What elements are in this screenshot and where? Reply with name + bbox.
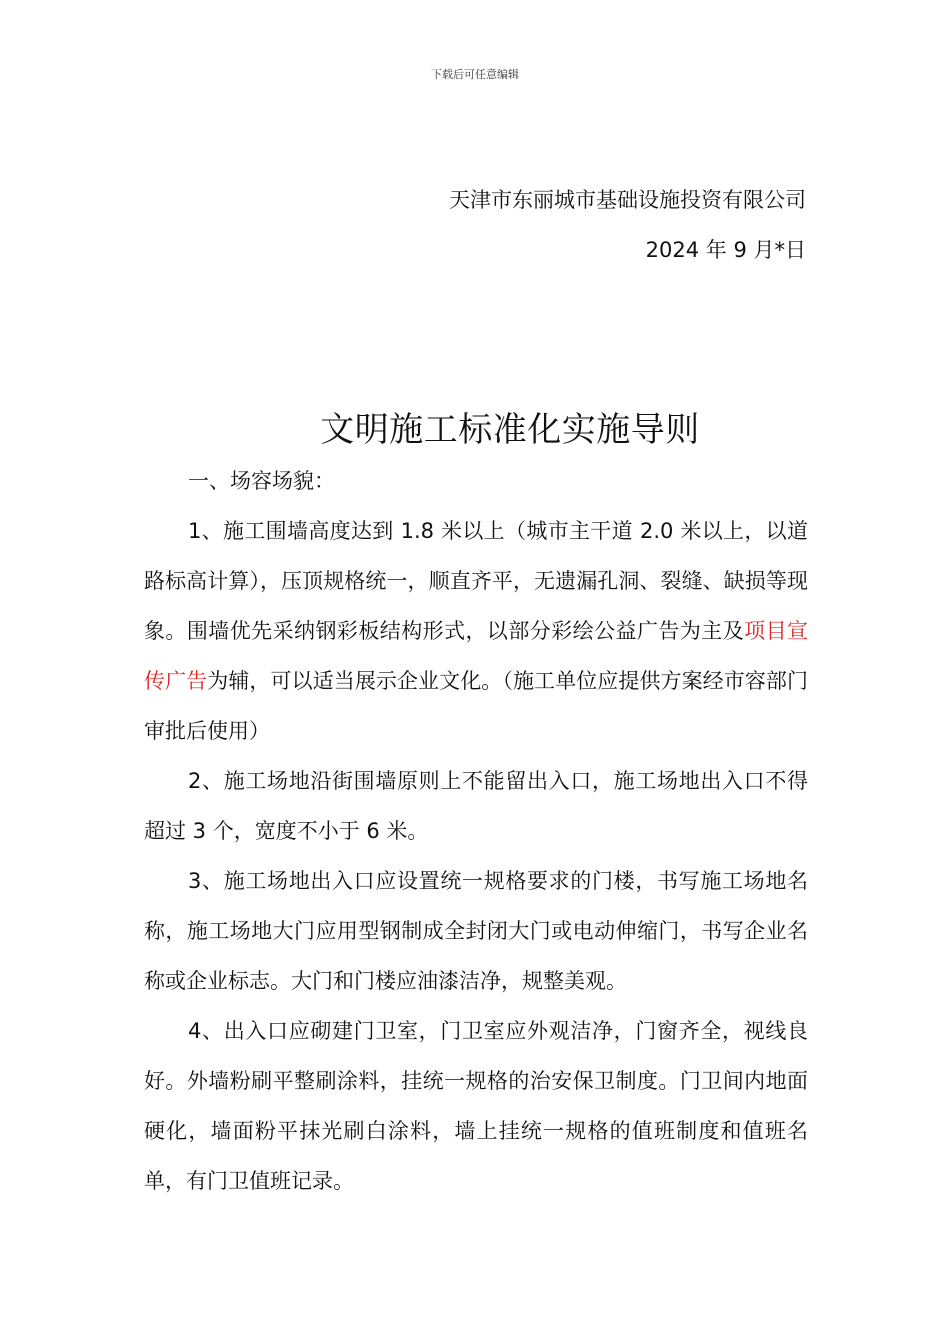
header-note: 下载后可任意编辑	[431, 68, 519, 81]
issuer-org-name: 天津市东丽城市基础设施投资有限公司	[449, 188, 806, 212]
paragraph-item-4: 4、出入口应砌建门卫室，门卫室应外观洁净，门窗齐全，视线良好。外墙粉刷平整刷涂料，挂统一规格的治安保卫制度。门卫间内地面硬化，墙面粉平抹光刷白涂料，墙上挂统一规格的值班制度和值班名单，有门卫值班记录。	[144, 1019, 808, 1193]
paragraph-item-2: 2、施工场地沿街围墙原则上不能留出入口，施工场地出入口不得超过 3 个，宽度不小于 6 米。	[144, 769, 808, 843]
paragraph-item-3: 3、施工场地出入口应设置统一规格要求的门楼，书写施工场地名称，施工场地大门应用型钢制成全封闭大门或电动伸缩门，书写企业名称或企业标志。大门和门楼应油漆洁净，规整美观。	[144, 869, 808, 993]
document-body	[144, 456, 808, 1206]
issue-date: 2024 年 9 月*日	[645, 238, 806, 262]
paragraph-item-1-text-after: 为辅，可以适当展示企业文化。（施工单位应提供方案经市容部门审批后使用）	[144, 669, 809, 743]
highlighted-text: 项目宣传广告	[144, 619, 809, 693]
document-title: 文明施工标准化实施导则	[320, 410, 700, 450]
section-heading: 一、场容场貌：	[188, 469, 335, 493]
paragraph-item-1-text-before: 1、施工围墙高度达到 1.8 米以上（城市主干道 2.0 米以上，以道路标高计算），压顶规格统一，顺直齐平，无遗漏孔洞、裂缝、缺损等现象。围墙优先采纳钢彩板结构形式，以部分彩绘公益广告为主及	[144, 519, 808, 643]
paragraph-item-1	[144, 506, 808, 756]
